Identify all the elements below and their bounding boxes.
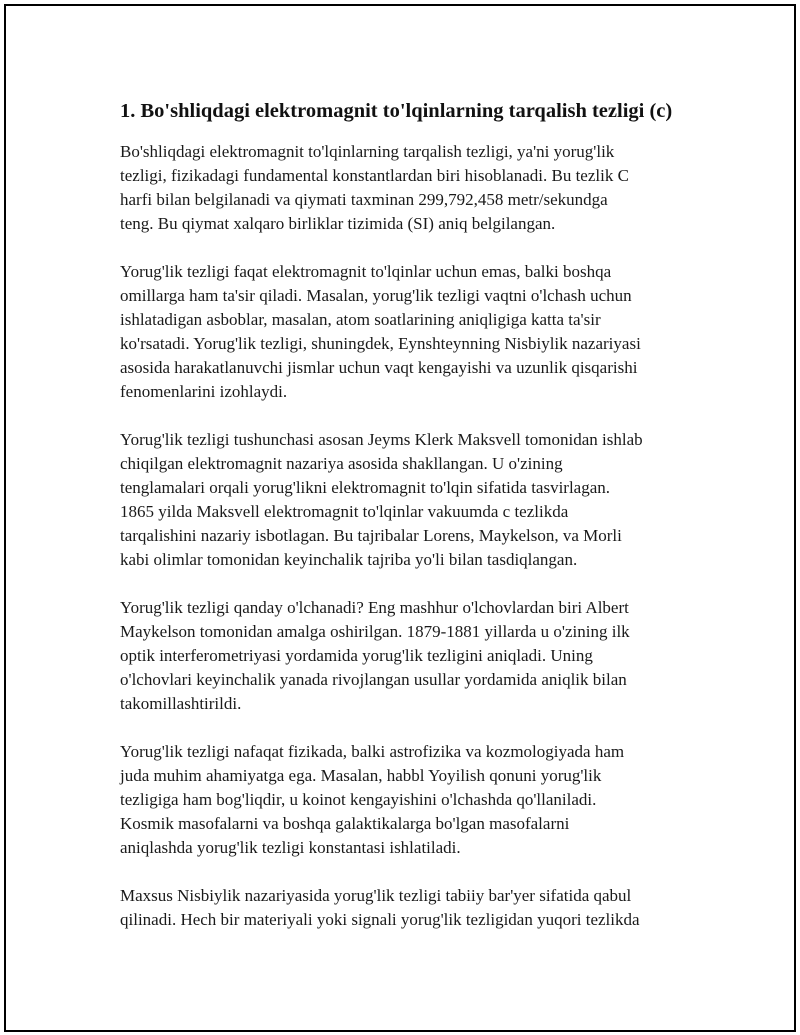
text-line: Yorug'lik tezligi qanday o'lchanadi? Eng mashhur o'lchovlardan biri Albert bbox=[120, 598, 629, 617]
text-line: ishlatadigan asboblar, masalan, atom soatlarining aniqligiga katta ta'sir bbox=[120, 310, 601, 329]
text-line: 1865 yilda Maksvell elektromagnit to'lqinlar vakuumda c tezlikda bbox=[120, 502, 569, 521]
text-line: ko'rsatadi. Yorug'lik tezligi, shuningdek, Eynshteynning Nisbiylik nazariyasi bbox=[120, 334, 641, 353]
text-line: takomillashtirildi. bbox=[120, 694, 242, 713]
text-line: qilinadi. Hech bir materiyali yoki signali yorug'lik tezligidan yuqori tezlikda bbox=[120, 910, 640, 929]
text-line: chiqilgan elektromagnit nazariya asosida shakllangan. U o'zining bbox=[120, 454, 563, 473]
text-line: tarqalishini nazariy isbotlagan. Bu tajribalar Lorens, Maykelson, va Morli bbox=[120, 526, 622, 545]
paragraph-4 bbox=[120, 596, 695, 716]
document-title: 1. Bo'shliqdagi elektromagnit to'lqinlarning tarqalish tezligi (c) bbox=[120, 100, 673, 122]
text-line: aniqlashda yorug'lik tezligi konstantasi ishlatiladi. bbox=[120, 838, 461, 857]
paragraph-2 bbox=[120, 260, 695, 404]
text-line: tenglamalari orqali yorug'likni elektromagnit to'lqin sifatida tasvirlagan. bbox=[120, 478, 611, 497]
text-line: Kosmik masofalarni va boshqa galaktikalarga bo'lgan masofalarni bbox=[120, 814, 570, 833]
text-line: asosida harakatlanuvchi jismlar uchun vaqt kengayishi va uzunlik qisqarishi bbox=[120, 358, 638, 377]
text-line: fenomenlarini izohlaydi. bbox=[120, 382, 288, 401]
text-line: Bo'shliqdagi elektromagnit to'lqinlarning tarqalish tezligi, ya'ni yorug'lik bbox=[120, 142, 615, 161]
paragraph-6 bbox=[120, 884, 695, 932]
text-line: o'lchovlari keyinchalik yanada rivojlangan usullar yordamida aniqlik bilan bbox=[120, 670, 627, 689]
page-frame bbox=[4, 4, 796, 1032]
text-line: Maykelson tomonidan amalga oshirilgan. 1879-1881 yillarda u o'zining ilk bbox=[120, 622, 630, 641]
text-line: tezligiga ham bog'liqdir, u koinot kengayishini o'lchashda qo'llaniladi. bbox=[120, 790, 597, 809]
text-line: kabi olimlar tomonidan keyinchalik tajriba yo'li bilan tasdiqlangan. bbox=[120, 550, 578, 569]
text-line: Maxsus Nisbiylik nazariyasida yorug'lik tezligi tabiiy bar'yer sifatida qabul bbox=[120, 886, 632, 905]
text-line: teng. Bu qiymat xalqaro birliklar tizimida (SI) aniq belgilangan. bbox=[120, 214, 556, 233]
text-line: Yorug'lik tezligi tushunchasi asosan Jeyms Klerk Maksvell tomonidan ishlab bbox=[120, 430, 643, 449]
text-line: optik interferometriyasi yordamida yorug'lik tezligini aniqladi. Uning bbox=[120, 646, 593, 665]
paragraph-1 bbox=[120, 140, 695, 236]
paragraph-5 bbox=[120, 740, 695, 860]
document-body bbox=[120, 96, 695, 956]
text-line: Yorug'lik tezligi faqat elektromagnit to'lqinlar uchun emas, balki boshqa bbox=[120, 262, 612, 281]
text-line: harfi bilan belgilanadi va qiymati taxminan 299,792,458 metr/sekundga bbox=[120, 190, 608, 209]
text-line: tezligi, fizikadagi fundamental konstantlardan biri hisoblanadi. Bu tezlik C bbox=[120, 166, 629, 185]
text-line: omillarga ham ta'sir qiladi. Masalan, yorug'lik tezligi vaqtni o'lchash uchun bbox=[120, 286, 632, 305]
paragraph-3 bbox=[120, 428, 695, 572]
text-line: Yorug'lik tezligi nafaqat fizikada, balki astrofizika va kozmologiyada ham bbox=[120, 742, 625, 761]
text-line: juda muhim ahamiyatga ega. Masalan, habbl Yoyilish qonuni yorug'lik bbox=[120, 766, 602, 785]
